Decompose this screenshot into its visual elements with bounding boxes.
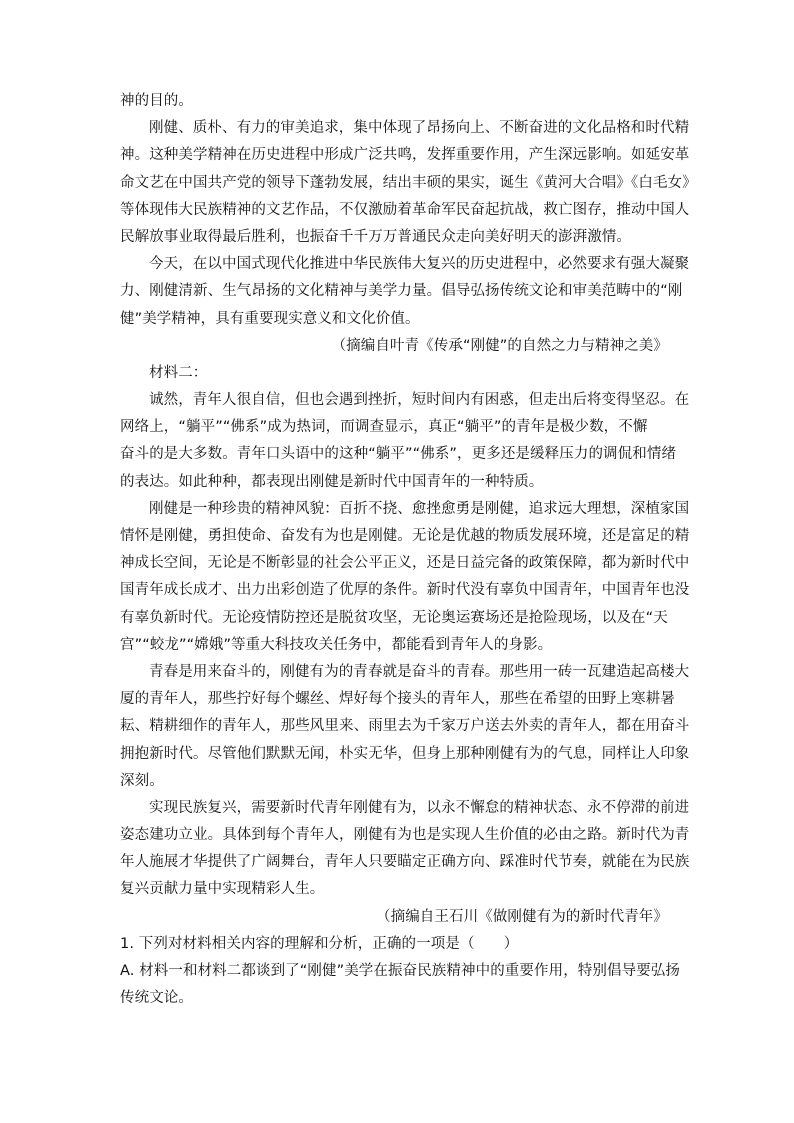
paragraph-line: 健”美学精神，具有重要现实意义和文化价值。 [120,310,420,327]
paragraph-line: 青春是用来奋斗的，刚健有为的青春就是奋斗的青春。那些用一砖一瓦建造起高楼大 [149,663,690,680]
option-a-line: 传统文论。 [120,990,193,1007]
paragraph-line: 耘、精耕细作的青年人，那些风里来、雨里去为千家万户送去外卖的青年人，都在用奋斗 [120,718,690,735]
paragraph-line: 拥抱新时代。尽管他们默默无闻，朴实无华，但身上那种刚健有为的气息，同样让人印象 [120,745,690,762]
paragraph-line: 国青年成长成才、出力出彩创造了优厚的条件。新时代没有辜负中国青年，中国青年也没 [120,582,690,599]
paragraph-line: 厦的青年人，那些拧好每个螺丝、焊好每个接头的青年人，那些在希望的田野上寒耕暑 [120,691,675,708]
paragraph-line: 年人施展才华提供了广阔舞台，青年人只要瞄定正确方向、踩准时代节奏，就能在为民族 [120,854,690,871]
paragraph-line: 有辜负新时代。无论疫情防控还是脱贫攻坚，无论奥运赛场还是抢险现场，以及在“天 [120,609,668,626]
paragraph-line: 刚健是一种珍贵的精神风貌：百折不挠、愈挫愈勇是刚健，追求远大理想，深植家国 [149,500,690,517]
paragraph-line: 刚健、质朴、有力的审美追求，集中体现了昂扬向上、不断奋进的文化品格和时代精 [149,120,690,137]
paragraph-line: 命文艺在中国共产党的领导下蓬勃发展，结出丰硕的果实，诞生《黄河大合唱》《白毛女》 [120,174,697,191]
paragraph-line: 网络上，“躺平”“佛系”成为热词，而调查显示，真正“躺平”的青年是极少数，不懈 [120,419,648,436]
question-section [120,931,681,1013]
paragraph-line: 姿态建功立业。具体到每个青年人，刚健有为也是实现人生价值的必由之路。新时代为青 [120,827,690,844]
paragraph-line: 实现民族复兴，需要新时代青年刚健有为，以永不懈怠的精神状态、永不停滞的前进 [149,799,690,816]
paragraph-line: 力、刚健清新、生气昂扬的文化精神与美学力量。倡导弘扬传统文论和审美范畴中的“刚 [120,283,683,300]
paragraph-line: 神。这种美学精神在历史进程中形成广泛共鸣，发挥重要作用，产生深远影响。如延安革 [120,147,690,164]
paragraph-line: 今天，在以中国式现代化推进中华民族伟大复兴的历史进程中，必然要求有强大凝聚 [149,256,690,273]
document-page [120,88,697,1012]
paragraph-line: 奋斗的是大多数。青年口头语中的这种“躺平”“佛系”，更多还是缓释压力的调侃和情绪 [120,446,677,463]
paragraph-line: 民解放事业取得最后胜利，也振奋千千万万普通民众走向美好明天的澎湃激情。 [120,228,631,245]
paragraph-line: 情怀是刚健，勇担使命、奋发有为也是刚健。无论是优越的物质发展环境，还是富足的精 [120,528,690,544]
paragraph-line: 深刻。 [120,772,164,789]
paragraph-line: 的表达。如此种种，都表现出刚健是新时代中国青年的一种特质。 [120,473,544,490]
option-a-line: A. 材料一和材料二都谈到了“刚健”美学在振奋民族精神中的重要作用，特别倡导要弘扬 [120,963,681,979]
paragraph-line: 诚然，青年人很自信，但也会遇到挫折，短时间内有困惑，但走出后将变得坚忍。在 [149,392,690,409]
paragraph-line: 复兴贡献力量中实现精彩人生。 [120,881,325,898]
paragraph-line: 神成长空间，无论是不断彰显的社会公平正义，还是日益完备的政策保障，都为新时代中 [120,555,690,572]
question-stem: 1. 下列对材料相关内容的理解和分析，正确的一项是（ ） [120,935,519,952]
source-citation: （摘编自王石川《做刚健有为的新时代青年》 [376,908,668,925]
paragraph-line: 宫”“蛟龙”“嫦娥”等重大科技攻关任务中，都能看到青年人的身影。 [120,636,553,653]
material-heading: 材料二： [149,364,208,381]
material-two-section [120,360,690,931]
paragraph-line: 神的目的。 [120,93,193,109]
paragraph-line: 等体现伟大民族精神的文艺作品，不仅激励着革命军民奋起抗战，救亡图存，推动中国人 [120,201,690,218]
source-citation: （摘编自叶青《传承“刚健”的自然之力与精神之美》 [331,337,668,354]
material-one-section [120,88,697,360]
